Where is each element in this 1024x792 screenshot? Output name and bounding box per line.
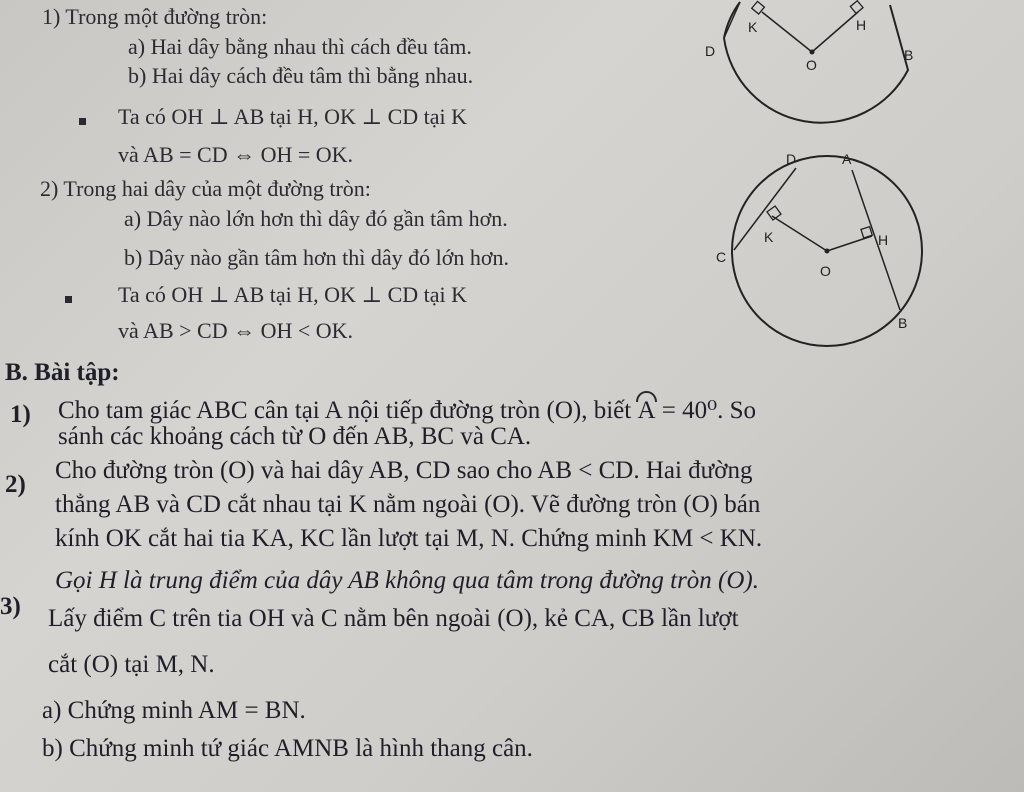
segment-ok <box>762 12 812 52</box>
label-o: O <box>820 263 831 279</box>
label-b: B <box>898 315 908 331</box>
exercise-1-text-pre: Cho tam giác ABC cân tại A nội tiếp đường tròn (O), biết <box>58 397 638 424</box>
chord-cd <box>724 2 740 38</box>
angle-a: A <box>637 397 656 424</box>
theory-1-note-1: Ta có OH ⊥ AB tại H, OK ⊥ CD tại K <box>118 104 468 129</box>
theory-2-heading: 2) Trong hai dây của một đường tròn: <box>40 176 371 201</box>
label-h: H <box>878 232 889 248</box>
exercise-2-line-1: Cho đường tròn (O) và hai dây AB, CD sao cho AB < CD. Hai đường <box>55 457 753 484</box>
bullet <box>65 296 72 303</box>
segment-oh <box>827 236 872 251</box>
exercise-3-line-1: Gọi H là trung điểm của dây AB không qua tâm trong đường tròn (O). <box>55 567 760 594</box>
label-b: B <box>904 47 914 63</box>
section-title: B. Bài tập: <box>5 359 120 386</box>
exercise-3-b: b) Chứng minh tứ giác AMNB là hình thang cân. <box>42 735 533 762</box>
exercise-3-line-2: Lấy điểm C trên tia OH và C nằm bên ngoài (O), kẻ CA, CB lần lượt <box>48 605 739 632</box>
figure-unequal-chords <box>700 150 930 350</box>
theory-2-note-2: và AB > CD ⇔ OH < OK. <box>118 318 354 343</box>
theory-1-heading: 1) Trong một đường tròn: <box>42 4 268 29</box>
center-o <box>825 249 830 254</box>
theory-1-a: a) Hai dây bằng nhau thì cách đều tâm. <box>128 34 472 59</box>
segment-ok <box>772 216 827 251</box>
right-angle-h <box>850 1 863 14</box>
exercise-2-line-3: kính OK cắt hai tia KA, KC lần lượt tại M, N. Chứng minh KM < KN. <box>55 525 763 552</box>
exercise-3-number: 3) <box>0 593 21 620</box>
theory-2-a: a) Dây nào lớn hơn thì dây đó gần tâm hơn. <box>124 206 508 231</box>
label-k: K <box>748 19 758 35</box>
label-c: C <box>716 249 727 265</box>
segment-oh <box>812 12 858 52</box>
exercise-1-number: 1) <box>10 401 31 428</box>
bullet <box>79 118 86 125</box>
theory-1-b: b) Hai dây cách đều tâm thì bằng nhau. <box>128 63 474 88</box>
center-o <box>810 50 815 55</box>
right-angle-h <box>861 227 872 238</box>
theory-1-note-2: và AB = CD ⇔ OH = OK. <box>118 142 354 167</box>
exercise-2-number: 2) <box>5 471 26 498</box>
exercise-2-line-2: thẳng AB và CD cắt nhau tại K nằm ngoài (O). Vẽ đường tròn (O) bán <box>55 491 761 518</box>
label-d: D <box>786 151 797 167</box>
exercise-1-line-2: sánh các khoảng cách từ O đến AB, BC và CA. <box>58 423 532 450</box>
exercise-3-a: a) Chứng minh AM = BN. <box>42 697 306 724</box>
label-o: O <box>806 57 817 73</box>
exercise-3-line-3: cắt (O) tại M, N. <box>48 651 215 678</box>
label-d: D <box>705 43 716 59</box>
label-k: K <box>764 229 774 245</box>
exercise-1-text-post: = 40⁰. So <box>655 397 757 424</box>
theory-2-note-1: Ta có OH ⊥ AB tại H, OK ⊥ CD tại K <box>118 282 468 307</box>
theory-2-b: b) Dây nào gần tâm hơn thì dây đó lớn hơn. <box>124 245 509 270</box>
figure-equal-chords <box>690 0 940 150</box>
label-a: A <box>842 151 852 167</box>
label-h: H <box>856 17 867 33</box>
